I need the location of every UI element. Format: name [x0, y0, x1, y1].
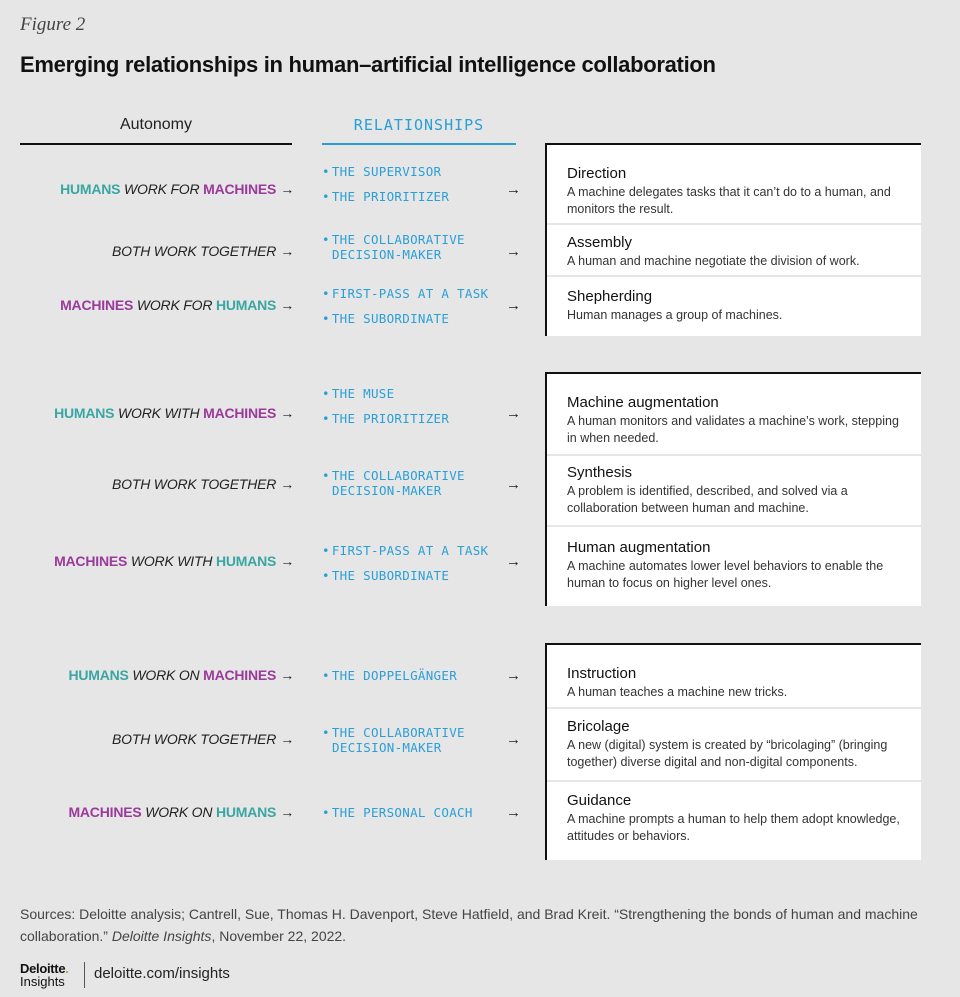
panel-divider	[547, 223, 921, 225]
collaboration-type	[567, 792, 909, 845]
collaboration-type-description: A human and machine negotiate the division of work.	[567, 254, 860, 268]
relationship-item: • THE COLLABORATIVE DECISION-MAKER	[322, 232, 512, 262]
collaboration-type-title: Machine augmentation	[567, 394, 719, 411]
right-arrow-icon: →	[506, 405, 521, 422]
collaboration-type-description: Human manages a group of machines.	[567, 308, 783, 322]
brand-name: Deloitte.	[20, 961, 69, 976]
collaboration-type-title: Assembly	[567, 234, 633, 251]
collaboration-type-description: A machine delegates tasks that it can’t do to a human, and monitors the result.	[567, 185, 891, 216]
relationship-list	[322, 232, 512, 272]
right-arrow-icon: →	[506, 553, 521, 570]
relationship-list	[322, 164, 512, 214]
autonomy-mode: WORK WITH	[114, 405, 204, 421]
autonomy-label	[68, 667, 294, 683]
relationship-list	[322, 668, 512, 693]
right-arrow-icon: →	[280, 405, 294, 421]
collaboration-type-title: Shepherding	[567, 288, 653, 305]
sources-date: , November 22, 2022.	[211, 928, 347, 944]
collaboration-type-title: Human augmentation	[567, 539, 711, 556]
right-arrow-icon: →	[280, 243, 294, 259]
autonomy-mode: WORK FOR	[120, 181, 204, 197]
brand-divider	[84, 962, 85, 988]
figure-label: Figure 2	[20, 14, 86, 35]
autonomy-actor: HUMANS	[68, 667, 129, 683]
relationships-header-rule	[322, 143, 516, 145]
collaboration-type	[567, 394, 909, 447]
sources-note	[20, 903, 940, 947]
collaboration-type-description: A machine prompts a human to help them adopt knowledge, attitudes or behaviors.	[567, 812, 900, 843]
collaboration-type	[567, 539, 909, 592]
right-arrow-icon: →	[280, 297, 294, 313]
sources-publication: Deloitte Insights	[111, 928, 212, 944]
autonomy-actor: HUMANS	[54, 405, 115, 421]
relationship-item: • THE COLLABORATIVE DECISION-MAKER	[322, 725, 512, 755]
relationship-item: • THE PERSONAL COACH	[322, 805, 512, 820]
collaboration-type-description: A human teaches a machine new tricks.	[567, 685, 788, 699]
autonomy-mode: BOTH WORK TOGETHER	[112, 243, 277, 259]
relationship-list	[322, 286, 512, 336]
right-arrow-icon: →	[506, 297, 521, 314]
autonomy-label	[112, 731, 294, 747]
right-arrow-icon: →	[280, 476, 294, 492]
collaboration-type	[567, 665, 909, 701]
autonomy-actor: HUMANS	[215, 297, 277, 313]
relationship-item: • FIRST-PASS AT A TASK	[322, 286, 512, 301]
autonomy-actor: MACHINES	[60, 297, 134, 313]
relationship-item: • FIRST-PASS AT A TASK	[322, 543, 512, 558]
autonomy-label	[60, 181, 294, 197]
collaboration-type-title: Bricolage	[567, 718, 630, 735]
collaboration-type-title: Direction	[567, 165, 627, 182]
collaboration-type-title: Synthesis	[567, 464, 633, 481]
panel-divider	[547, 275, 921, 277]
autonomy-actor: MACHINES	[54, 553, 128, 569]
brand-url: deloitte.com/insights	[94, 965, 230, 982]
right-arrow-icon: →	[506, 181, 521, 198]
autonomy-actor: MACHINES	[203, 181, 277, 197]
collaboration-type-description: A human monitors and validates a machine’s work, stepping in when needed.	[567, 414, 899, 445]
right-arrow-icon: →	[280, 804, 294, 820]
collaboration-type-description: A new (digital) system is created by “bricolaging” (bringing together) diverse digital and non-digital components.	[567, 738, 888, 769]
right-arrow-icon: →	[280, 553, 294, 569]
autonomy-mode: BOTH WORK TOGETHER	[112, 731, 277, 747]
figure-title: Emerging relationships in human–artificial intelligence collaboration	[20, 52, 716, 77]
autonomy-label	[54, 405, 294, 421]
autonomy-label	[60, 297, 294, 313]
collaboration-type	[567, 288, 909, 324]
autonomy-actor: MACHINES	[203, 667, 277, 683]
right-arrow-icon: →	[280, 731, 294, 747]
autonomy-label	[68, 804, 294, 820]
relationship-panel	[545, 143, 921, 336]
right-arrow-icon: →	[506, 731, 521, 748]
autonomy-column-header: Autonomy	[119, 116, 193, 133]
right-arrow-icon: →	[506, 243, 521, 260]
panel-divider	[547, 525, 921, 527]
right-arrow-icon: →	[506, 667, 521, 684]
relationship-list	[322, 805, 512, 830]
relationship-item: • THE SUBORDINATE	[322, 311, 512, 326]
panel-divider	[547, 780, 921, 782]
autonomy-mode: WORK ON	[128, 667, 204, 683]
collaboration-type	[567, 464, 909, 517]
autonomy-actor: MACHINES	[203, 405, 277, 421]
relationship-item: • THE COLLABORATIVE DECISION-MAKER	[322, 468, 512, 498]
collaboration-type-description: A problem is identified, described, and solved via a collaboration between human and machine.	[567, 484, 848, 515]
relationship-item: • THE DOPPELGÄNGER	[322, 668, 512, 683]
autonomy-mode: WORK WITH	[127, 553, 216, 569]
relationship-item: • THE PRIORITIZER	[322, 411, 512, 426]
autonomy-mode: BOTH WORK TOGETHER	[112, 476, 277, 492]
relationship-list	[322, 725, 512, 765]
panel-divider	[547, 707, 921, 709]
autonomy-actor: HUMANS	[215, 553, 277, 569]
relationship-item: • THE SUPERVISOR	[322, 164, 512, 179]
autonomy-mode: WORK FOR	[133, 297, 216, 313]
relationship-panel	[545, 643, 921, 860]
collaboration-type-title: Instruction	[567, 665, 637, 682]
relationship-panel	[545, 372, 921, 606]
panel-divider	[547, 454, 921, 456]
autonomy-mode: WORK ON	[141, 804, 216, 820]
autonomy-label	[112, 243, 294, 259]
autonomy-actor: HUMANS	[215, 804, 277, 820]
sources-text: Sources: Deloitte analysis; Cantrell, Sue, Thomas H. Davenport, Steve Hatfield, and Brad Kreit. “Strengthening the bonds of human and machine collaboration.”	[20, 906, 918, 944]
relationship-list	[322, 468, 512, 508]
collaboration-type	[567, 165, 909, 218]
autonomy-label	[112, 476, 294, 492]
right-arrow-icon: →	[280, 667, 294, 683]
autonomy-label	[54, 553, 294, 569]
autonomy-actor: MACHINES	[68, 804, 142, 820]
right-arrow-icon: →	[506, 476, 521, 493]
relationship-item: • THE SUBORDINATE	[322, 568, 512, 583]
collaboration-type	[567, 718, 909, 771]
collaboration-type	[567, 234, 909, 270]
autonomy-actor: HUMANS	[60, 181, 121, 197]
relationship-item: • THE PRIORITIZER	[322, 189, 512, 204]
deloitte-insights-logo	[20, 962, 69, 989]
collaboration-type-title: Guidance	[567, 792, 632, 809]
relationships-column-header: RELATIONSHIPS	[353, 116, 485, 134]
brand-sub: Insights	[20, 974, 65, 989]
collaboration-type-description: A machine automates lower level behaviors to enable the human to focus on higher level ones.	[567, 559, 884, 590]
right-arrow-icon: →	[506, 804, 521, 821]
relationship-item: • THE MUSE	[322, 386, 512, 401]
relationship-list	[322, 386, 512, 436]
right-arrow-icon: →	[280, 181, 294, 197]
relationship-list	[322, 543, 512, 593]
autonomy-header-rule	[20, 143, 292, 145]
